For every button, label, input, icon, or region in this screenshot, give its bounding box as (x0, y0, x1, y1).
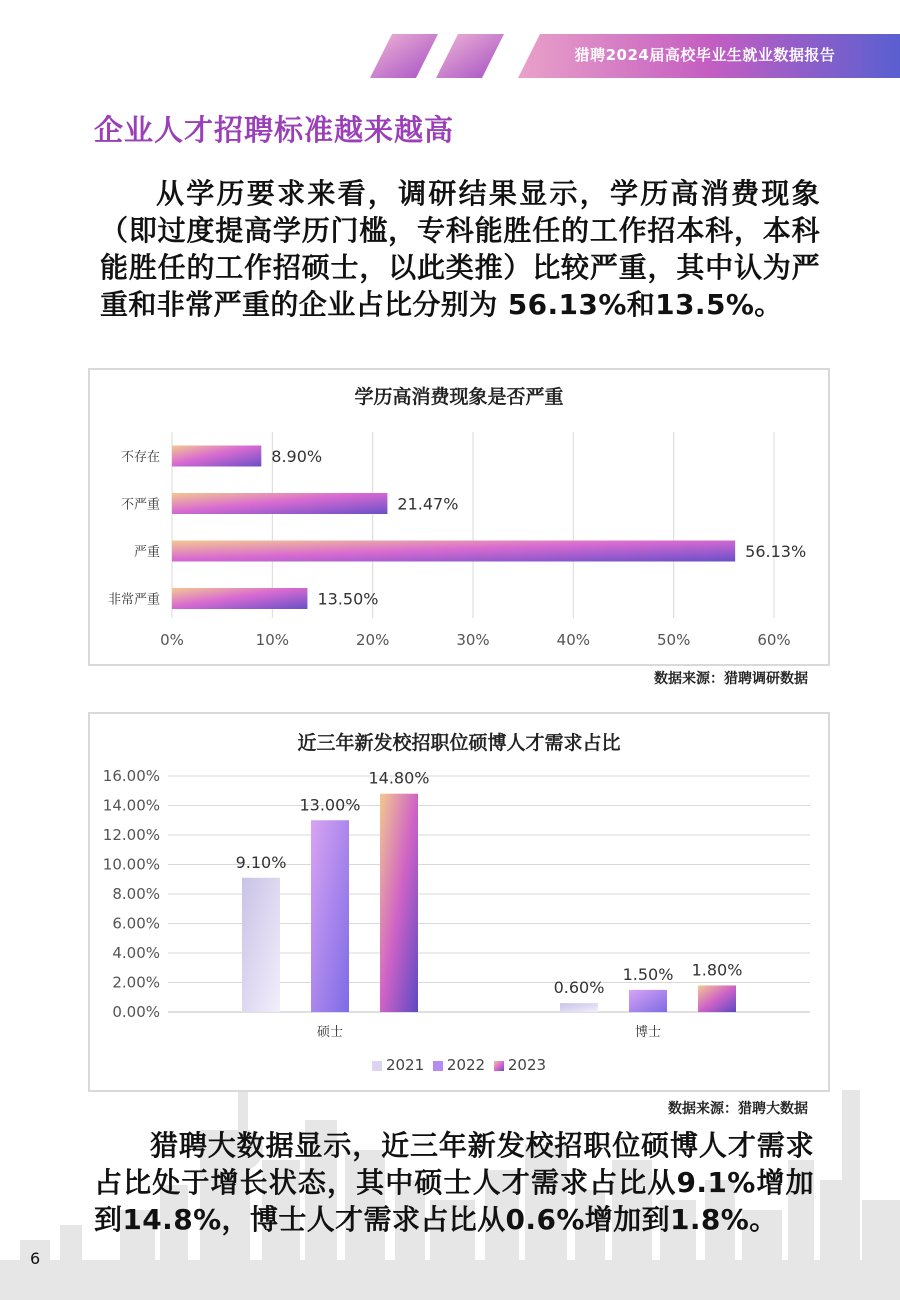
section-title: 企业人才招聘标准越来越高 (94, 113, 455, 147)
category-label: 博士 (634, 1025, 662, 1040)
data-label: 1.80% (691, 960, 743, 980)
data-label: 8.90% (271, 447, 323, 466)
y-tick-label: 16.00% (102, 767, 160, 785)
data-label: 13.50% (317, 589, 379, 609)
bar (172, 541, 735, 562)
grouped-bar-chart (90, 714, 828, 1090)
legend-item-2023 (494, 1056, 546, 1074)
chart-masters-phd-demand (88, 712, 830, 1092)
bar (311, 820, 349, 1012)
y-tick-label: 8.00% (112, 885, 160, 903)
y-tick-label: 12.00% (102, 826, 160, 844)
x-tick-label: 60% (757, 631, 791, 649)
chart-title: 近三年新发校招职位硕博人才需求占比 (297, 732, 621, 754)
bar (698, 985, 736, 1012)
page-number: 6 (30, 1249, 41, 1268)
chart-legend (90, 1056, 828, 1074)
data-label: 13.00% (299, 795, 361, 815)
x-tick-label: 10% (255, 631, 290, 649)
x-tick-label: 0% (160, 631, 184, 649)
y-tick-label: 4.00% (112, 944, 160, 962)
y-tick-label: 0.00% (112, 1003, 160, 1021)
report-title: 猎聘2024届高校毕业生就业数据报告 (574, 46, 836, 64)
bar (629, 990, 667, 1012)
chart-education-inflation (88, 368, 830, 666)
y-tick-label: 14.00% (102, 796, 160, 815)
body-paragraph-education: 从学历要求来看，调研结果显示，学历高消费现象（即过度提高学历门槛，专科能胜任的工作招本科，本科能胜任的工作招硕士，以此类推）比较严重，其中认为严重和非常严重的企业占比分别为 56.13%和13.5%。 (100, 177, 820, 321)
bar (172, 446, 261, 467)
x-tick-label: 40% (556, 631, 591, 649)
data-source-note: 数据来源：猎聘调研数据 (654, 671, 808, 687)
data-label: 56.13% (745, 542, 807, 561)
y-tick-label: 10.00% (102, 855, 160, 874)
legend-item-2022 (433, 1056, 485, 1074)
bar (172, 588, 307, 609)
data-label: 14.80% (368, 768, 430, 788)
data-label: 9.10% (235, 852, 287, 872)
chart-title: 学历高消费现象是否严重 (354, 386, 564, 408)
data-label: 1.50% (622, 964, 674, 984)
legend-label: 2021 (385, 1056, 425, 1074)
legend-item-2021 (372, 1056, 424, 1074)
horizontal-bar-chart (90, 370, 828, 664)
bar (172, 493, 387, 514)
y-tick-label: 2.00% (112, 973, 160, 992)
legend-swatch (433, 1061, 443, 1071)
category-label: 不存在 (120, 450, 160, 465)
bar (560, 1003, 598, 1012)
legend-label: 2022 (446, 1056, 486, 1074)
x-tick-label: 50% (656, 631, 691, 649)
body-paragraph-demand: 猎聘大数据显示，近三年新发校招职位硕博人才需求占比处于增长状态，其中硕士人才需求占比从9.1%增加到14.8%，博士人才需求占比从0.6%增加到1.8%。 (94, 1129, 814, 1236)
data-source-note: 数据来源：猎聘大数据 (668, 1101, 808, 1117)
data-label: 21.47% (397, 494, 459, 514)
x-tick-label: 20% (355, 631, 390, 649)
legend-label: 2023 (507, 1056, 547, 1074)
y-tick-label: 6.00% (112, 914, 160, 933)
legend-swatch (494, 1061, 504, 1071)
legend-swatch (372, 1061, 382, 1071)
category-label: 非常严重 (107, 592, 160, 608)
category-label: 不严重 (120, 497, 160, 513)
bar (380, 794, 418, 1012)
x-tick-label: 30% (456, 631, 490, 649)
category-label: 严重 (133, 545, 160, 560)
category-label: 硕士 (316, 1025, 344, 1040)
bar (242, 878, 280, 1012)
data-label: 0.60% (553, 978, 605, 998)
